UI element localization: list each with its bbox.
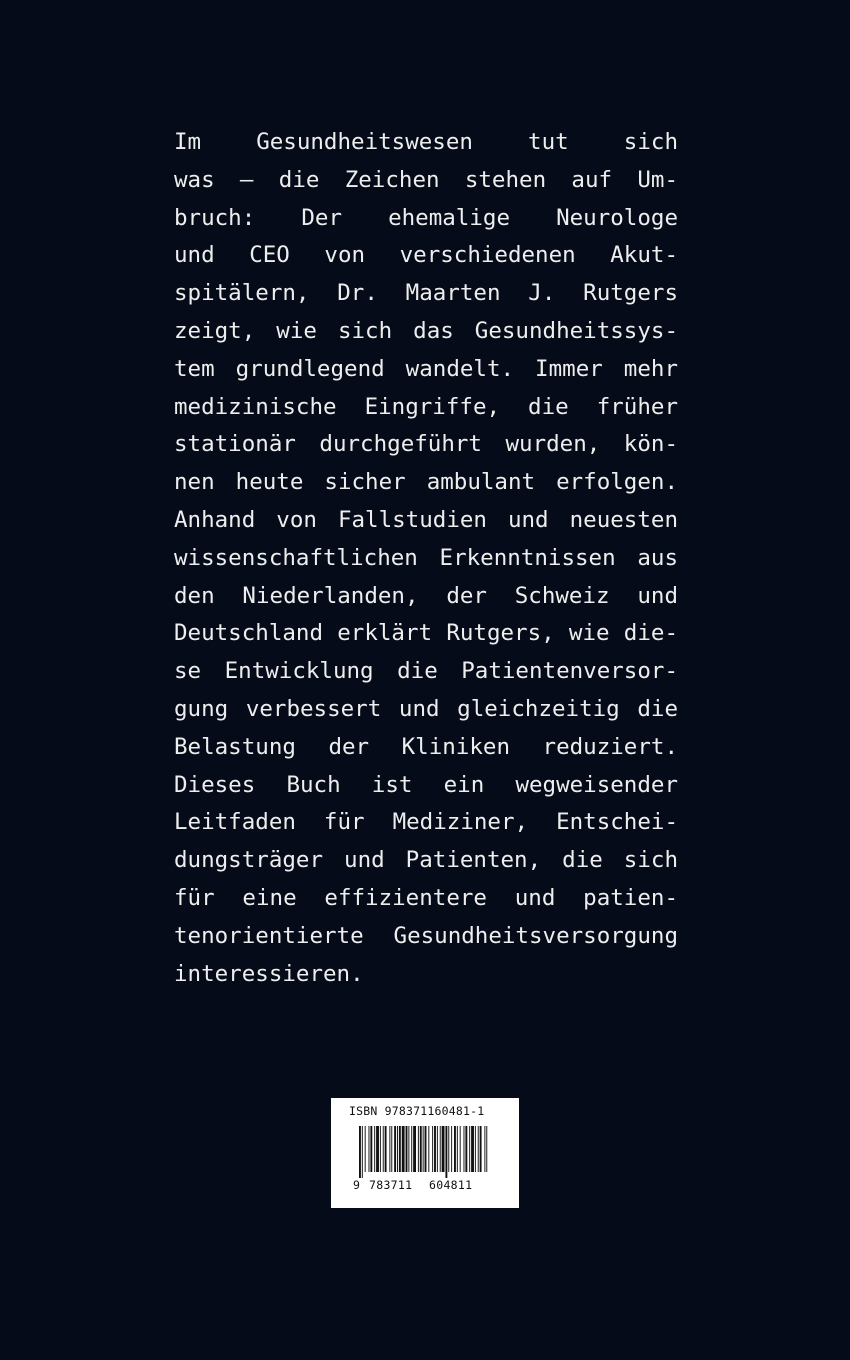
blurb-line: spitälern, Dr. Maarten J. Rutgers (174, 280, 678, 307)
ean-right-digits: 604811 (429, 1178, 473, 1192)
blurb-line: Im Gesundheitswesen tut sich (174, 129, 678, 155)
barcode-bar (423, 1126, 424, 1172)
barcode-bar (460, 1126, 461, 1172)
barcode-bar (399, 1126, 401, 1172)
back-cover-blurb (174, 124, 678, 993)
barcode-bar (469, 1126, 470, 1172)
barcode-bar (420, 1126, 422, 1172)
blurb-line: tenorientierte Gesundheitsversorgung (174, 922, 678, 949)
barcode-bar (425, 1126, 427, 1172)
barcode-bar (408, 1126, 409, 1172)
barcode-bar (428, 1126, 429, 1172)
barcode-bar (484, 1126, 485, 1172)
barcode-bar (442, 1126, 445, 1172)
blurb-line: wissenschaftlichen Erkenntnissen aus (174, 544, 678, 571)
barcode-bar (383, 1126, 384, 1172)
isbn-barcode-label (331, 1098, 519, 1208)
barcode-bar (362, 1126, 363, 1178)
isbn-number: ISBN 978371160481-1 (349, 1104, 485, 1118)
blurb-line: und CEO von verschiedenen Akut- (174, 242, 678, 269)
barcode-bar (457, 1126, 458, 1172)
blurb-line: se Entwicklung die Patientenversor- (174, 658, 678, 685)
barcode-bar (389, 1126, 390, 1172)
barcode-bar (454, 1126, 456, 1172)
barcode-bar (413, 1126, 416, 1172)
barcode-bar (434, 1126, 436, 1172)
barcode-bar (369, 1126, 370, 1172)
barcode-bar (411, 1126, 412, 1172)
barcode-bar (402, 1126, 405, 1172)
blurb-line: Deutschland erklärt Rutgers, wie die- (174, 620, 678, 647)
barcode-bar (486, 1126, 487, 1172)
blurb-line: was – die Zeichen stehen auf Um- (174, 166, 678, 193)
blurb-line: medizinische Eingriffe, die früher (174, 393, 678, 420)
barcode-bar (451, 1126, 452, 1172)
barcode-bar (437, 1126, 438, 1172)
barcode-bar (445, 1126, 447, 1178)
barcode-bar (374, 1126, 375, 1172)
barcode-bar (406, 1126, 408, 1172)
barcode-bar (397, 1126, 398, 1172)
blurb-line: bruch: Der ehemalige Neurologe (174, 204, 678, 231)
barcode-bar (475, 1126, 476, 1172)
blurb-line: Belastung der Kliniken reduziert. (174, 733, 678, 760)
blurb-line: Anhand von Fallstudien und neuesten (174, 506, 678, 533)
blurb-line: dungsträger und Patienten, die sich (174, 847, 678, 874)
barcode-bar (391, 1126, 392, 1172)
barcode-icon (359, 1126, 491, 1178)
blurb-line: nen heute sicher ambulant erfolgen. (174, 469, 678, 496)
blurb-line: den Niederlanden, der Schweiz und (174, 582, 678, 609)
barcode-bar (464, 1126, 465, 1172)
barcode-bar (385, 1126, 387, 1172)
barcode-bar (376, 1126, 379, 1172)
blurb-line: Dieses Buch ist ein wegweisender (174, 771, 678, 798)
barcode-bar (465, 1126, 467, 1172)
barcode-bar (370, 1126, 372, 1172)
blurb-line: tem grundlegend wandelt. Immer mehr (174, 355, 678, 382)
ean-left-digits: 783711 (369, 1178, 413, 1192)
barcode-bar (480, 1126, 482, 1172)
ean-first-digit: 9 (353, 1178, 360, 1192)
barcode-bar (440, 1126, 441, 1172)
barcode-bar (394, 1126, 396, 1172)
barcode-bar (432, 1126, 433, 1172)
blurb-line: Leitfaden für Mediziner, Entschei- (174, 809, 678, 836)
barcode-bar (448, 1126, 449, 1172)
barcode-bar (471, 1126, 474, 1172)
barcode-bar (365, 1126, 366, 1172)
blurb-line: für eine effizientere und patien- (174, 884, 678, 911)
barcode-bar (359, 1126, 361, 1178)
barcode-bar (478, 1126, 479, 1172)
barcode-bar (380, 1126, 381, 1172)
barcode-bar (418, 1126, 419, 1172)
blurb-line: interessieren. (174, 960, 364, 987)
blurb-line: stationär durchgeführt wurden, kön- (174, 431, 678, 458)
blurb-line: gung verbessert und gleichzeitig die (174, 695, 678, 722)
blurb-line: zeigt, wie sich das Gesundheitssys- (174, 317, 678, 344)
